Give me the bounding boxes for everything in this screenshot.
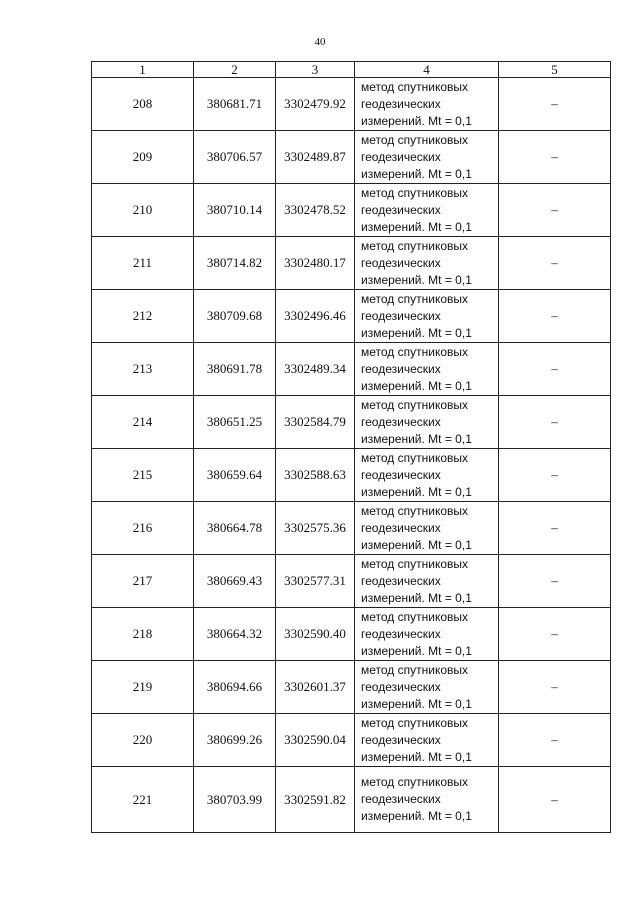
y-coordinate-cell: 3302478.52 xyxy=(276,184,355,237)
method-cell xyxy=(355,184,499,237)
method-line: метод спутниковых xyxy=(361,238,469,253)
point-number-cell: 208 xyxy=(92,78,194,131)
method-line: метод спутниковых xyxy=(361,397,469,412)
column-header-2: 2 xyxy=(194,62,276,78)
x-coordinate-cell: 380651.25 xyxy=(194,396,276,449)
point-number-cell: 212 xyxy=(92,290,194,343)
table-header-row xyxy=(92,62,611,78)
x-coordinate-cell: 380659.64 xyxy=(194,449,276,502)
note-cell: – xyxy=(499,555,611,608)
y-coordinate-cell: 3302577.31 xyxy=(276,555,355,608)
column-header-3: 3 xyxy=(276,62,355,78)
note-cell: – xyxy=(499,290,611,343)
method-line: измерений. Mt = 0,1 xyxy=(361,749,472,764)
y-coordinate-cell: 3302588.63 xyxy=(276,449,355,502)
y-coordinate-cell: 3302489.87 xyxy=(276,131,355,184)
note-cell: – xyxy=(499,237,611,290)
point-number-cell: 217 xyxy=(92,555,194,608)
point-number-cell: 218 xyxy=(92,608,194,661)
method-line: метод спутниковых xyxy=(361,185,469,200)
point-number-cell: 214 xyxy=(92,396,194,449)
note-cell: – xyxy=(499,767,611,833)
y-coordinate-cell: 3302496.46 xyxy=(276,290,355,343)
y-coordinate-cell: 3302584.79 xyxy=(276,396,355,449)
x-coordinate-cell: 380664.32 xyxy=(194,608,276,661)
note-cell: – xyxy=(499,714,611,767)
method-line: метод спутниковых xyxy=(361,450,469,465)
x-coordinate-cell: 380703.99 xyxy=(194,767,276,833)
method-cell xyxy=(355,78,499,131)
x-coordinate-cell: 380699.26 xyxy=(194,714,276,767)
method-line: геодезических xyxy=(361,626,441,641)
method-line: геодезических xyxy=(361,308,441,323)
table-row xyxy=(92,608,611,661)
x-coordinate-cell: 380669.43 xyxy=(194,555,276,608)
note-cell: – xyxy=(499,661,611,714)
x-coordinate-cell: 380706.57 xyxy=(194,131,276,184)
method-line: геодезических xyxy=(361,96,441,111)
method-line: измерений. Mt = 0,1 xyxy=(361,643,472,658)
method-cell xyxy=(355,714,499,767)
note-cell: – xyxy=(499,343,611,396)
table-row xyxy=(92,502,611,555)
point-number-cell: 219 xyxy=(92,661,194,714)
column-header-1: 1 xyxy=(92,62,194,78)
table-row xyxy=(92,343,611,396)
method-line: геодезических xyxy=(361,467,441,482)
table-row xyxy=(92,131,611,184)
y-coordinate-cell: 3302590.40 xyxy=(276,608,355,661)
method-line: измерений. Mt = 0,1 xyxy=(361,696,472,711)
method-line: измерений. Mt = 0,1 xyxy=(361,590,472,605)
note-cell: – xyxy=(499,608,611,661)
y-coordinate-cell: 3302591.82 xyxy=(276,767,355,833)
method-line: метод спутниковых xyxy=(361,291,469,306)
point-number-cell: 220 xyxy=(92,714,194,767)
method-line: метод спутниковых xyxy=(361,775,469,789)
method-line: измерений. Mt = 0,1 xyxy=(361,431,472,446)
method-line: измерений. Mt = 0,1 xyxy=(361,809,472,823)
note-cell: – xyxy=(499,78,611,131)
x-coordinate-cell: 380691.78 xyxy=(194,343,276,396)
point-number-cell: 213 xyxy=(92,343,194,396)
table-row xyxy=(92,237,611,290)
method-line: метод спутниковых xyxy=(361,79,469,94)
point-number-cell: 209 xyxy=(92,131,194,184)
method-line: геодезических xyxy=(361,679,441,694)
table-row xyxy=(92,184,611,237)
point-number-cell: 211 xyxy=(92,237,194,290)
note-cell: – xyxy=(499,449,611,502)
method-line: метод спутниковых xyxy=(361,556,469,571)
method-line: измерений. Mt = 0,1 xyxy=(361,484,472,499)
method-line: метод спутниковых xyxy=(361,503,469,518)
method-cell xyxy=(355,767,499,833)
method-line: метод спутниковых xyxy=(361,344,469,359)
method-cell xyxy=(355,343,499,396)
method-line: геодезических xyxy=(361,732,441,747)
method-line: геодезических xyxy=(361,414,441,429)
method-line: метод спутниковых xyxy=(361,609,469,624)
method-line: метод спутниковых xyxy=(361,662,469,677)
method-line: измерений. Mt = 0,1 xyxy=(361,272,472,287)
note-cell: – xyxy=(499,502,611,555)
column-header-4: 4 xyxy=(355,62,499,78)
table-row xyxy=(92,290,611,343)
x-coordinate-cell: 380709.68 xyxy=(194,290,276,343)
method-line: метод спутниковых xyxy=(361,715,469,730)
y-coordinate-cell: 3302480.17 xyxy=(276,237,355,290)
table-row xyxy=(92,661,611,714)
method-line: геодезических xyxy=(361,202,441,217)
method-cell xyxy=(355,502,499,555)
column-header-5: 5 xyxy=(499,62,611,78)
method-line: измерений. Mt = 0,1 xyxy=(361,219,472,234)
table-row xyxy=(92,449,611,502)
method-line: геодезических xyxy=(361,792,441,806)
method-cell xyxy=(355,555,499,608)
table-row xyxy=(92,78,611,131)
method-line: измерений. Mt = 0,1 xyxy=(361,325,472,340)
x-coordinate-cell: 380681.71 xyxy=(194,78,276,131)
note-cell: – xyxy=(499,184,611,237)
method-line: геодезических xyxy=(361,149,441,164)
method-cell xyxy=(355,290,499,343)
method-cell xyxy=(355,608,499,661)
x-coordinate-cell: 380714.82 xyxy=(194,237,276,290)
table-row xyxy=(92,555,611,608)
method-cell xyxy=(355,237,499,290)
method-line: геодезических xyxy=(361,361,441,376)
table-row xyxy=(92,714,611,767)
y-coordinate-cell: 3302489.34 xyxy=(276,343,355,396)
x-coordinate-cell: 380710.14 xyxy=(194,184,276,237)
table-body xyxy=(92,78,611,833)
method-cell xyxy=(355,661,499,714)
point-number-cell: 210 xyxy=(92,184,194,237)
y-coordinate-cell: 3302590.04 xyxy=(276,714,355,767)
method-line: измерений. Mt = 0,1 xyxy=(361,166,472,181)
point-number-cell: 221 xyxy=(92,767,194,833)
method-line: геодезических xyxy=(361,520,441,535)
table-row xyxy=(92,767,611,833)
y-coordinate-cell: 3302575.36 xyxy=(276,502,355,555)
method-line: измерений. Mt = 0,1 xyxy=(361,537,472,552)
coordinates-table xyxy=(91,61,611,833)
method-cell xyxy=(355,131,499,184)
method-cell xyxy=(355,396,499,449)
x-coordinate-cell: 380694.66 xyxy=(194,661,276,714)
method-line: геодезических xyxy=(361,573,441,588)
y-coordinate-cell: 3302601.37 xyxy=(276,661,355,714)
point-number-cell: 216 xyxy=(92,502,194,555)
point-number-cell: 215 xyxy=(92,449,194,502)
method-line: метод спутниковых xyxy=(361,132,469,147)
x-coordinate-cell: 380664.78 xyxy=(194,502,276,555)
method-cell xyxy=(355,449,499,502)
note-cell: – xyxy=(499,131,611,184)
page-number: 40 xyxy=(314,36,326,48)
note-cell: – xyxy=(499,396,611,449)
method-line: геодезических xyxy=(361,255,441,270)
y-coordinate-cell: 3302479.92 xyxy=(276,78,355,131)
table-row xyxy=(92,396,611,449)
method-line: измерений. Mt = 0,1 xyxy=(361,113,472,128)
method-line: измерений. Mt = 0,1 xyxy=(361,378,472,393)
